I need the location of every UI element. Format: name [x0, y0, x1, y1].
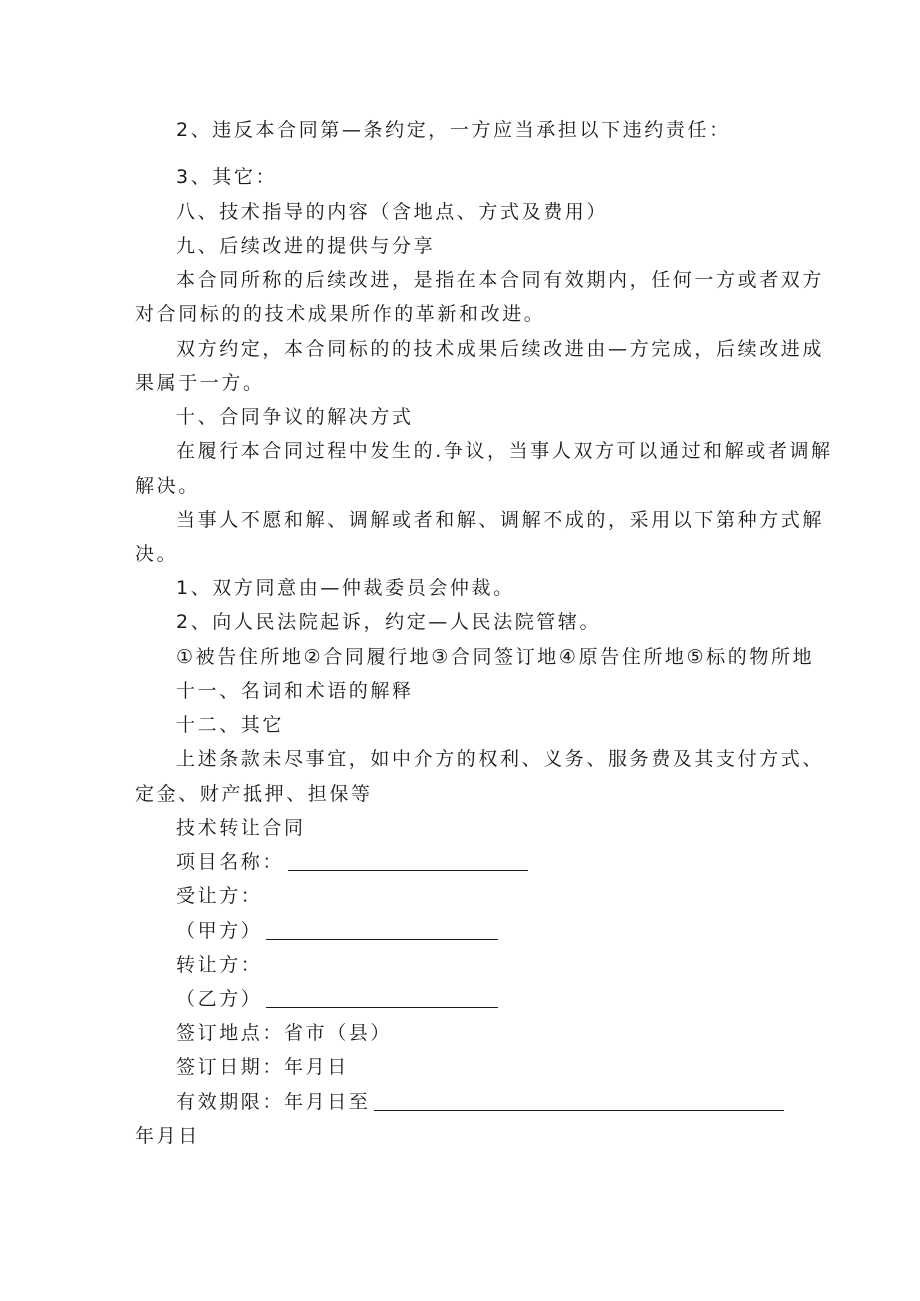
section-10-heading: 十、合同争议的解决方式: [176, 406, 414, 428]
dispute-method-line-2: 决。: [135, 543, 179, 565]
arbitration-option: 1、双方同意由—仲裁委员会仲裁。: [176, 577, 515, 599]
validity-period-label: 有效期限：年月日至: [176, 1091, 371, 1113]
other-matters-line-2: 定金、财产抵押、担保等: [135, 783, 373, 805]
party-a-row: [176, 919, 498, 943]
improvement-agreement-line-1: 双方约定，本合同标的的技术成果后续改进由—方完成，后续改进成: [176, 338, 825, 360]
project-name-label: 项目名称：: [176, 851, 285, 873]
party-a-label: （甲方）: [176, 920, 263, 942]
signing-place: 签订地点：省市（县）: [176, 1022, 393, 1044]
project-name-row: [176, 850, 528, 874]
transferor-label: 转让方：: [176, 954, 263, 976]
dispute-paragraph-line-1: 在履行本合同过程中发生的.争议，当事人双方可以通过和解或者调解: [176, 440, 833, 462]
validity-period-blank: [374, 1092, 784, 1111]
party-b-row: [176, 987, 498, 1011]
breach-liability-clause: 2、违反本合同第—条约定，一方应当承担以下违约责任：: [176, 119, 731, 141]
party-b-label: （乙方）: [176, 988, 263, 1010]
signing-date: 签订日期：年月日: [176, 1056, 349, 1078]
contract-title: 技术转让合同: [176, 817, 306, 839]
section-9-heading: 九、后续改进的提供与分享: [176, 235, 436, 257]
jurisdiction-options: ①被告住所地②合同履行地③合同签订地④原告住所地⑤标的物所地: [176, 646, 815, 668]
improvement-definition-line-1: 本合同所称的后续改进，是指在本合同有效期内，任何一方或者双方: [176, 269, 825, 291]
other-clause: 3、其它：: [176, 166, 278, 188]
project-name-blank: [288, 852, 528, 871]
validity-period-end: 年月日: [135, 1125, 200, 1147]
party-a-blank: [266, 921, 498, 940]
transferee-label: 受让方：: [176, 885, 263, 907]
section-12-heading: 十二、其它: [176, 714, 285, 736]
court-option: 2、向人民法院起诉，约定—人民法院管辖。: [176, 611, 602, 633]
dispute-paragraph-line-2: 解决。: [135, 475, 200, 497]
validity-period-row: [176, 1090, 784, 1114]
improvement-definition-line-2: 对合同标的的技术成果所作的革新和改进。: [135, 303, 546, 325]
other-matters-line-1: 上述条款未尽事宜，如中介方的权利、义务、服务费及其支付方式、: [176, 748, 825, 770]
party-b-blank: [266, 989, 498, 1008]
section-11-heading: 十一、名词和术语的解释: [176, 680, 414, 702]
section-8-heading: 八、技术指导的内容（含地点、方式及费用）: [176, 201, 609, 223]
improvement-agreement-line-2: 果属于一方。: [135, 372, 265, 394]
dispute-method-line-1: 当事人不愿和解、调解或者和解、调解不成的，采用以下第种方式解: [176, 509, 825, 531]
